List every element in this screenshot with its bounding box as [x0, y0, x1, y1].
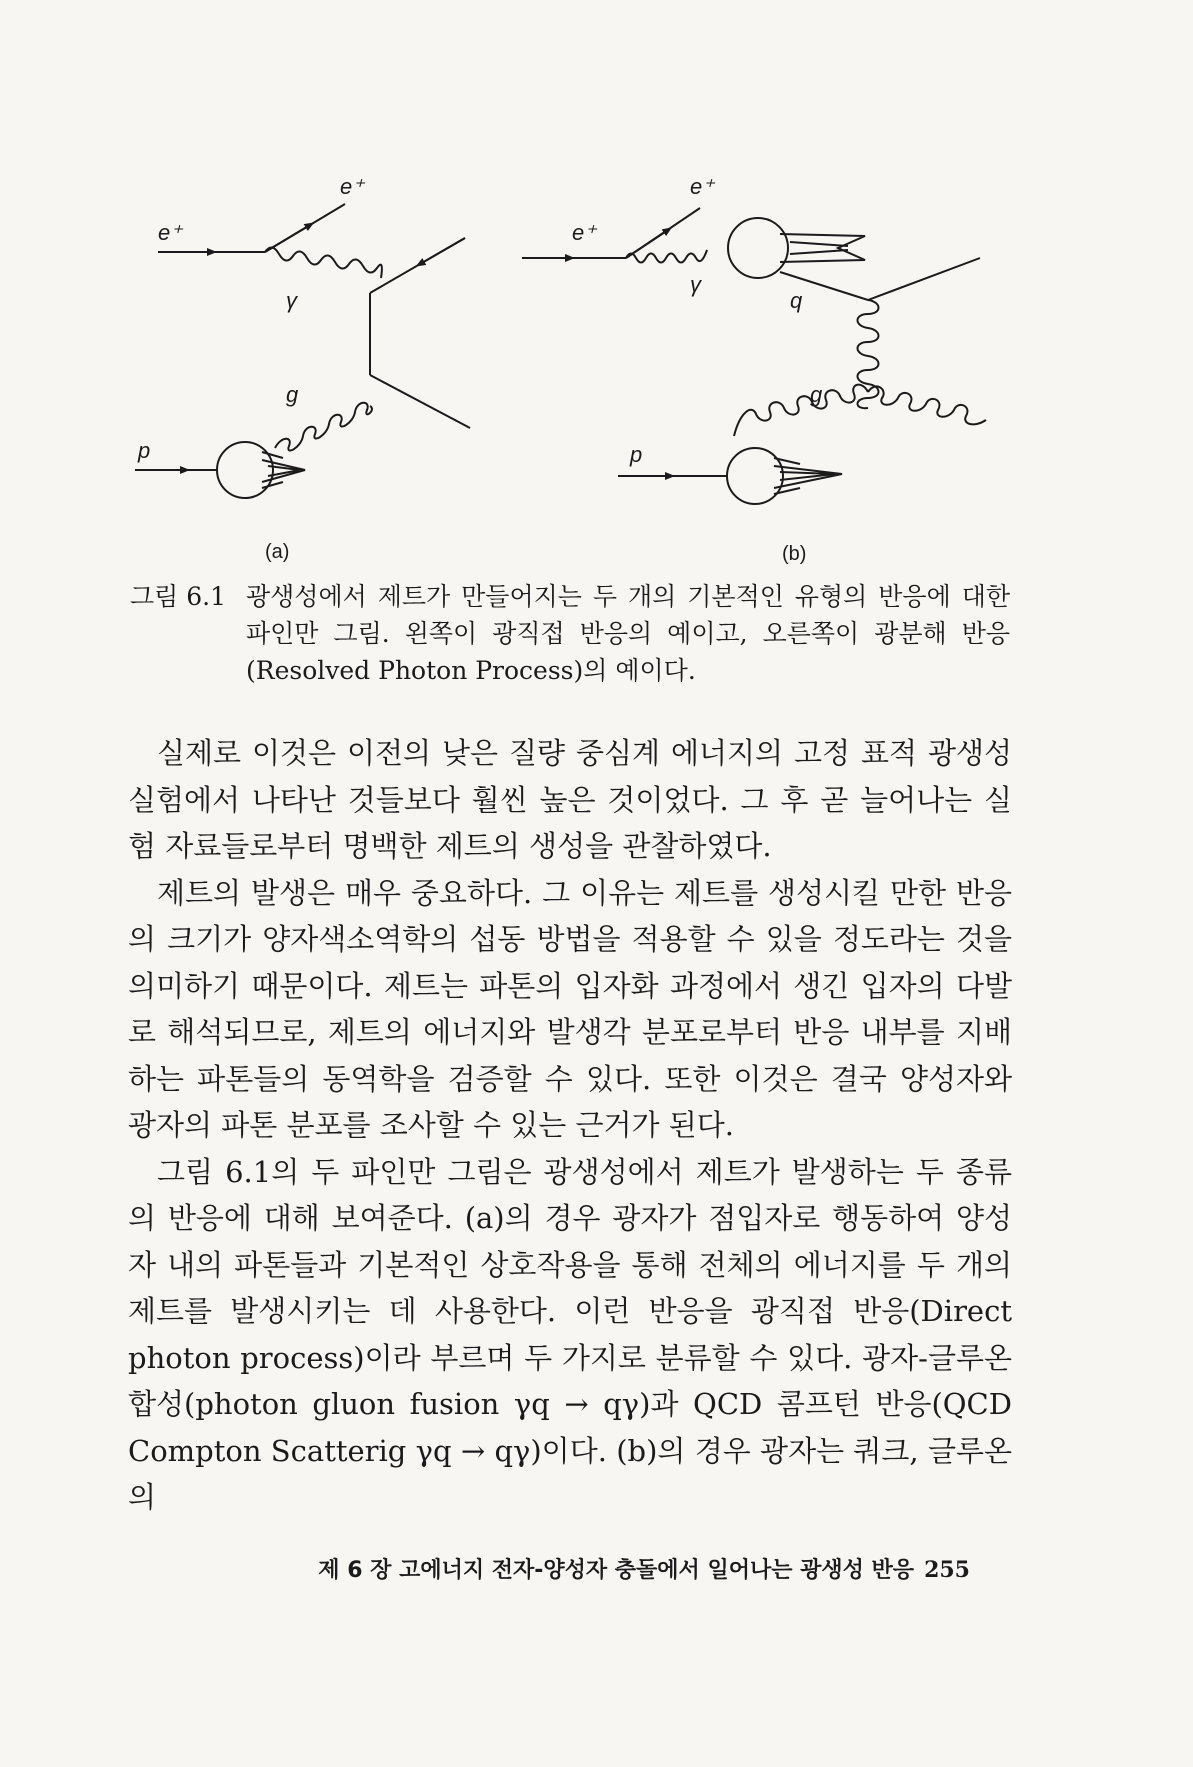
paragraph-1: 실제로 이것은 이전의 낮은 질량 중심계 에너지의 고정 표적 광생성 실험에서 나타난 것들보다 훨씬 높은 것이었다. 그 후 곧 늘어나는 실험 자료들로부터 명백한 제트의 생성을 관찰하였다.: [128, 736, 1012, 863]
gluon-line-a: [275, 403, 372, 451]
chapter-title: 제 6 장 고에너지 전자-양성자 충돌에서 일어나는 광생성 반응: [318, 1558, 915, 1583]
body-text: [128, 730, 1012, 1521]
proton-blob-a: [217, 442, 273, 498]
quark-line-bottom: [370, 375, 470, 428]
page-footer: [230, 1553, 970, 1584]
photon-blob-b: [728, 218, 788, 278]
label-b-gluon: g: [810, 382, 823, 407]
figure-caption: [130, 578, 1010, 689]
label-b-e-out: e⁺: [690, 174, 714, 199]
quark-arrow-top: [420, 238, 465, 264]
paragraph-2: 제트의 발생은 매우 중요하다. 그 이유는 제트를 생성시킬 만한 반응의 크기가 양자색소역학의 섭동 방법을 적용할 수 있을 정도라는 것을 의미하기 때문이다. 제트는 파톤의 입자화 과정에서 생긴 입자의 다발로 해석되므로, 제트의 에너지와 발생각 분포로부터 반응 내부를 지배하는 파톤들의 동역학을 검증할 수 있다. 또한 이것은 결국 양성자와 광자의 파톤 분포를 조사할 수 있는 근거가 된다.: [128, 875, 1012, 1142]
photon-propagator: [265, 247, 382, 278]
label-b-e-in: e⁺: [572, 220, 596, 245]
diagram-b: [522, 208, 986, 504]
page-number: 255: [924, 1557, 970, 1583]
proton-remnant-arrow-b: [774, 458, 842, 494]
proton-remnant-arrow-a: [262, 452, 305, 488]
photon-propagator-b: [626, 250, 707, 263]
diagram-a: [135, 204, 470, 498]
label-b-quark: q: [790, 288, 803, 313]
label-a-e-out: e⁺: [340, 174, 364, 199]
quark-outgoing-b: [868, 258, 980, 300]
figure-caption-text: 광생성에서 제트가 만들어지는 두 개의 기본적인 유형의 반응에 대한 파인만 그림. 왼쪽이 광직접 반응의 예이고, 오른쪽이 광분해 반응(Resolved Photon Process)의 예이다.: [246, 582, 1010, 685]
label-a-proton: p: [138, 438, 151, 463]
proton-blob-b: [727, 448, 783, 504]
label-a-gluon: g: [286, 382, 299, 407]
gluon-left-b: [734, 385, 868, 436]
label-a-e-in: e⁺: [158, 220, 182, 245]
diagram-b-caption: (b): [782, 543, 807, 565]
paragraph-3: 그림 6.1의 두 파인만 그림은 광생성에서 제트가 발생하는 두 종류의 반응에 대해 보여준다. (a)의 경우 광자가 점입자로 행동하여 양성자 내의 파톤들과 기본적인 상호작용을 통해 전체의 에너지를 두 개의 제트를 발생시키는 데 사용한다. 이런 반응을 광직접 반응(Direct photon process)이라 부르며 두 가지로 분류할 수 있다. 광자-글루온 합성(photon gluon fusion γq → qγ)과 QCD 콤프턴 반응(QCD Compton Scatterig γq → qγ)이다. (b)의 경우 광자는 쿼크, 글루온의: [128, 1154, 1012, 1514]
label-b-photon: γ: [690, 272, 701, 297]
label-a-photon: γ: [286, 288, 297, 313]
figure-caption-label: 그림 6.1: [130, 582, 227, 611]
diagram-a-caption: (a): [265, 541, 290, 563]
gluon-right-b: [868, 386, 986, 424]
feynman-figure: [0, 0, 1193, 580]
feynman-diagrams-svg: [0, 0, 1193, 580]
label-b-proton: p: [630, 442, 643, 467]
photon-remnant-arrow-b: [780, 234, 865, 262]
